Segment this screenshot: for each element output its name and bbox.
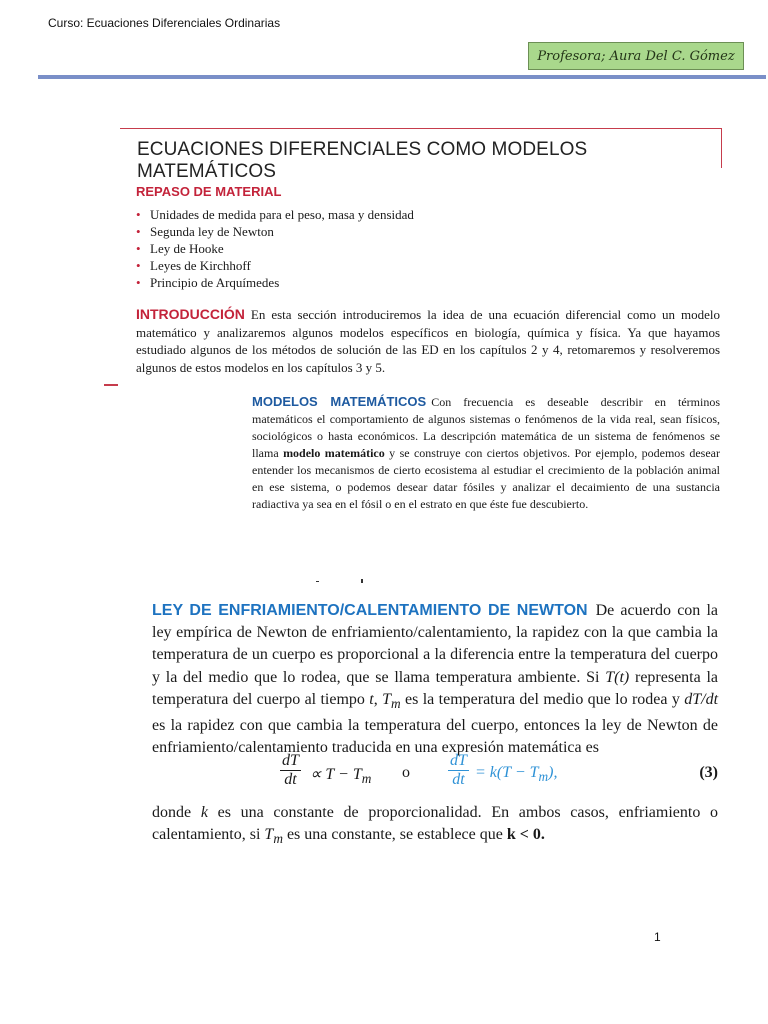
- fraction-denominator: dt: [452, 771, 465, 788]
- newton-heading: LEY DE ENFRIAMIENTO/CALENTAMIENTO DE NEWTON: [152, 602, 588, 619]
- newton-dTdt: dT/dt: [684, 690, 719, 708]
- equation-3: [152, 750, 718, 798]
- fraction-numerator: dT: [282, 752, 299, 769]
- subscript-m: m: [538, 769, 549, 785]
- proportional-expression: ∝ $T - T_m$: [310, 766, 372, 787]
- modelos-paragraph: [252, 393, 720, 513]
- list-item: • Leyes de Kirchhoff: [136, 257, 414, 274]
- fraction-denominator: dt: [284, 771, 297, 788]
- modelos-text-after: y se construye con ciertos objetivos. Por ejemplo, podemos desear entender los mecanismos de cierto ecosistema al estudiar el crecimiento de la población animal en ese sistema, o podemos desear datar fósiles y analizar el decaimiento de una sustancia radiactiva ya sea en el fósil o en el estrato en que éste fue descubierto.: [252, 446, 721, 511]
- newton-Tm: T: [382, 690, 392, 708]
- section-title: ECUACIONES DIFERENCIALES COMO MODELOS MATEMÁTICOS: [137, 139, 588, 182]
- list-item: • Principio de Arquímedes: [136, 274, 414, 291]
- modelos-heading: MODELOS MATEMÁTICOS: [252, 394, 427, 409]
- newton-p1: De acuerdo con la ley empírica de Newton de enfriamiento/calentamiento, la rapidez con la que cambia la temperatura de un cuerpo es proporcional a la diferencia entre la temperatura del cuerpo y la del medio que lo rodea, que se llama temperatura ambiente. Si: [152, 602, 719, 686]
- modelos-bold-term: modelo matemático: [283, 446, 385, 460]
- conclusion-paragraph: donde k es una constante de proporcionalidad. En ambos casos, enfriamiento o calentamiento, si $T_m$ es una constante, se establece que k < 0.: [152, 804, 719, 847]
- introduccion-paragraph: [136, 306, 720, 376]
- repaso-list: [136, 206, 414, 291]
- introduccion-heading: INTRODUCCIÓN: [136, 306, 245, 322]
- repaso-heading: REPASO DE MATERIAL: [136, 184, 282, 199]
- fraction-numerator: dT: [450, 752, 467, 769]
- list-item: • Ley de Hooke: [136, 240, 414, 257]
- professor-name: Profesora; Aura Del C. Gómez: [537, 48, 735, 64]
- fraction-1: [280, 752, 301, 789]
- newton-t: t: [369, 690, 374, 708]
- newton-p3: es la temperatura del medio que lo rodea y: [405, 690, 680, 708]
- scan-specks: [316, 578, 366, 584]
- equation-or: o: [402, 764, 410, 781]
- page-number: 1: [654, 930, 661, 944]
- inequality: k < 0.: [506, 826, 545, 843]
- constant-k: k: [200, 804, 208, 821]
- section-title-box: [120, 128, 722, 182]
- newton-Tm-sub: m: [391, 696, 401, 711]
- newton-p2: representa la temperatura del cuerpo al tiempo: [152, 668, 719, 708]
- list-item: • Unidades de medida para el peso, masa y densidad: [136, 206, 414, 223]
- conclusion-Tm: T: [264, 826, 274, 843]
- newton-T-of-t: T(t): [605, 668, 630, 686]
- header-divider: [38, 75, 766, 79]
- professor-badge: [528, 42, 744, 70]
- modelos-text-before: Con frecuencia es deseable describir en términos matemáticos el comportamiento de algunos sistemas o fenómenos de la vida real, sean físicos, sociológicos o hasta económicos. La descripción matemática de un sistema de fenómenos se llama: [252, 395, 720, 460]
- margin-mark: [104, 384, 118, 386]
- course-header: Curso: Ecuaciones Diferenciales Ordinarias: [48, 16, 281, 30]
- fraction-2: [448, 752, 469, 789]
- equation-number: (3): [699, 764, 718, 781]
- equality-expression: = $k(T - T_m)$,: [475, 764, 558, 785]
- introduccion-text: En esta sección introduciremos la idea de una ecuación diferencial como un modelo matemático y analizaremos algunos modelos específicos en biología, química y física. Ya que hayamos estudiado algunos de los métodos de solución de las ED en los capítulos 2 y 4, retomaremos y resolveremos algunos de estos modelos en los capítulos 3 y 5.: [136, 307, 720, 375]
- newton-p4: es la rapidez con que cambia la temperatura del cuerpo, entonces la ley de Newton de enfriamiento/calentamiento traducida en una expresión matemática es: [152, 717, 718, 757]
- newton-paragraph: LEY DE ENFRIAMIENTO/CALENTAMIENTO DE NEWTON De acuerdo con la ley empírica de Newton de enfriamiento/calentamiento, la rapidez con la que cambia la temperatura de un cuerpo es proporcional a la diferencia entre la temperatura del cuerpo y la del medio que lo rodea, que se llama temperatura ambiente. Si T(t) representa la temperatura del cuerpo al tiempo t, $T_m$ es la temperatura del medio que lo rodea y dT/dt es la rapidez con que cambia la temperatura del cuerpo, entonces la ley de Newton de enfriamiento/calentamiento traducida en una expresión matemática es: [152, 602, 719, 757]
- list-item: • Segunda ley de Newton: [136, 223, 414, 240]
- subscript-m: m: [361, 771, 372, 787]
